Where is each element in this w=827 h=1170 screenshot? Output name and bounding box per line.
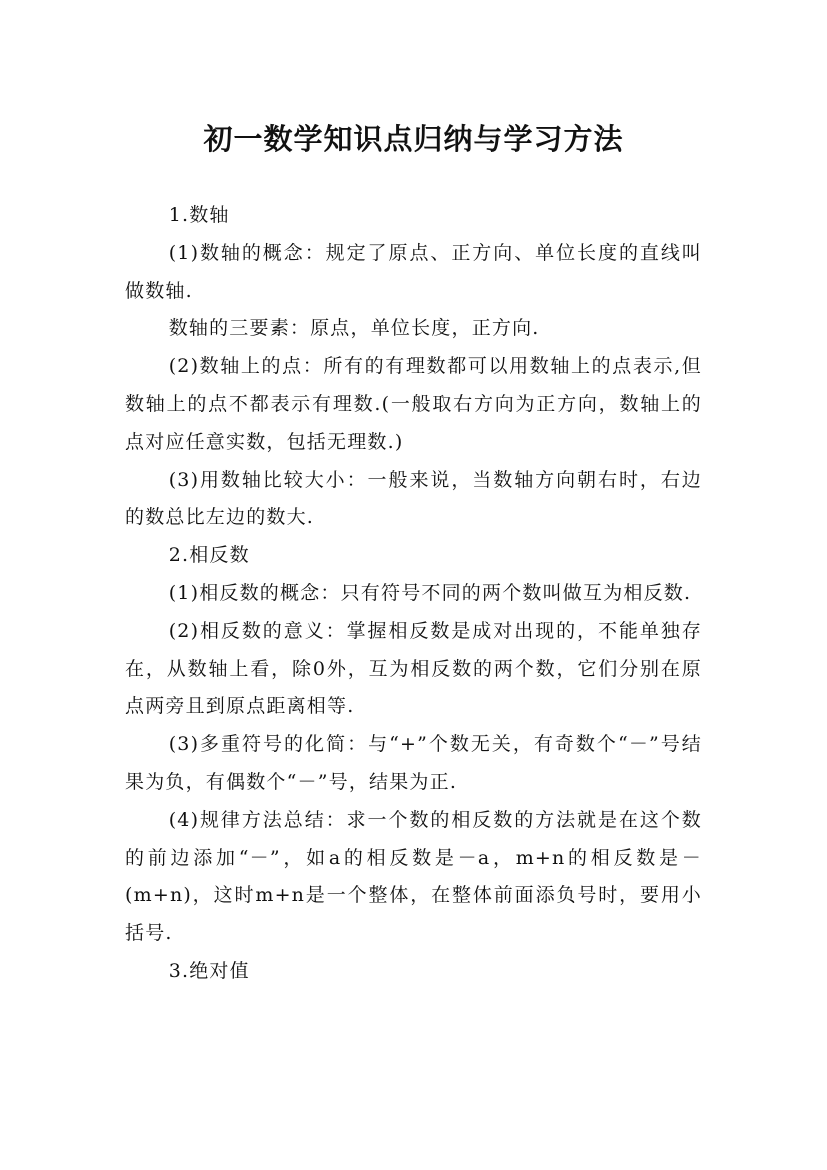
paragraph: (1)相反数的概念：只有符号不同的两个数叫做互为相反数. — [168, 581, 692, 604]
section-heading-number-line: 1.数轴 — [168, 204, 230, 226]
paragraph: (3)多重符号的化简：与“+”个数无关，有奇数个“－”号结果为负，有偶数个“－”号，结果为正. — [125, 733, 702, 793]
paragraph: (2)相反数的意义：掌握相反数是成对出现的，不能单独存在，从数轴上看，除0外，互为相反数的两个数，它们分别在原点两旁且到原点距离相等. — [125, 619, 702, 718]
document-body — [125, 197, 702, 991]
paragraph: 数轴的三要素：原点，单位长度，正方向. — [168, 317, 540, 340]
section-heading-absolute-value: 3.绝对值 — [168, 959, 250, 982]
document-title: 初一数学知识点归纳与学习方法 — [203, 122, 624, 157]
paragraph: (4)规律方法总结：求一个数的相反数的方法就是在这个数的前边添加“－”，如a的相反数是－a，m+n的相反数是－(m+n)，这时m+n是一个整体，在整体前面添负号时，要用小括号. — [125, 808, 702, 945]
paragraph: (2)数轴上的点：所有的有理数都可以用数轴上的点表示,但数轴上的点不都表示有理数.(一般取右方向为正方向，数轴上的点对应任意实数，包括无理数.) — [125, 355, 702, 453]
section-heading-opposite-numbers: 2.相反数 — [168, 544, 250, 567]
paragraph: (3)用数轴比较大小：一般来说，当数轴方向朝右时，右边的数总比左边的数大. — [125, 468, 702, 529]
paragraph: (1)数轴的概念：规定了原点、正方向、单位长度的直线叫做数轴. — [125, 241, 702, 302]
